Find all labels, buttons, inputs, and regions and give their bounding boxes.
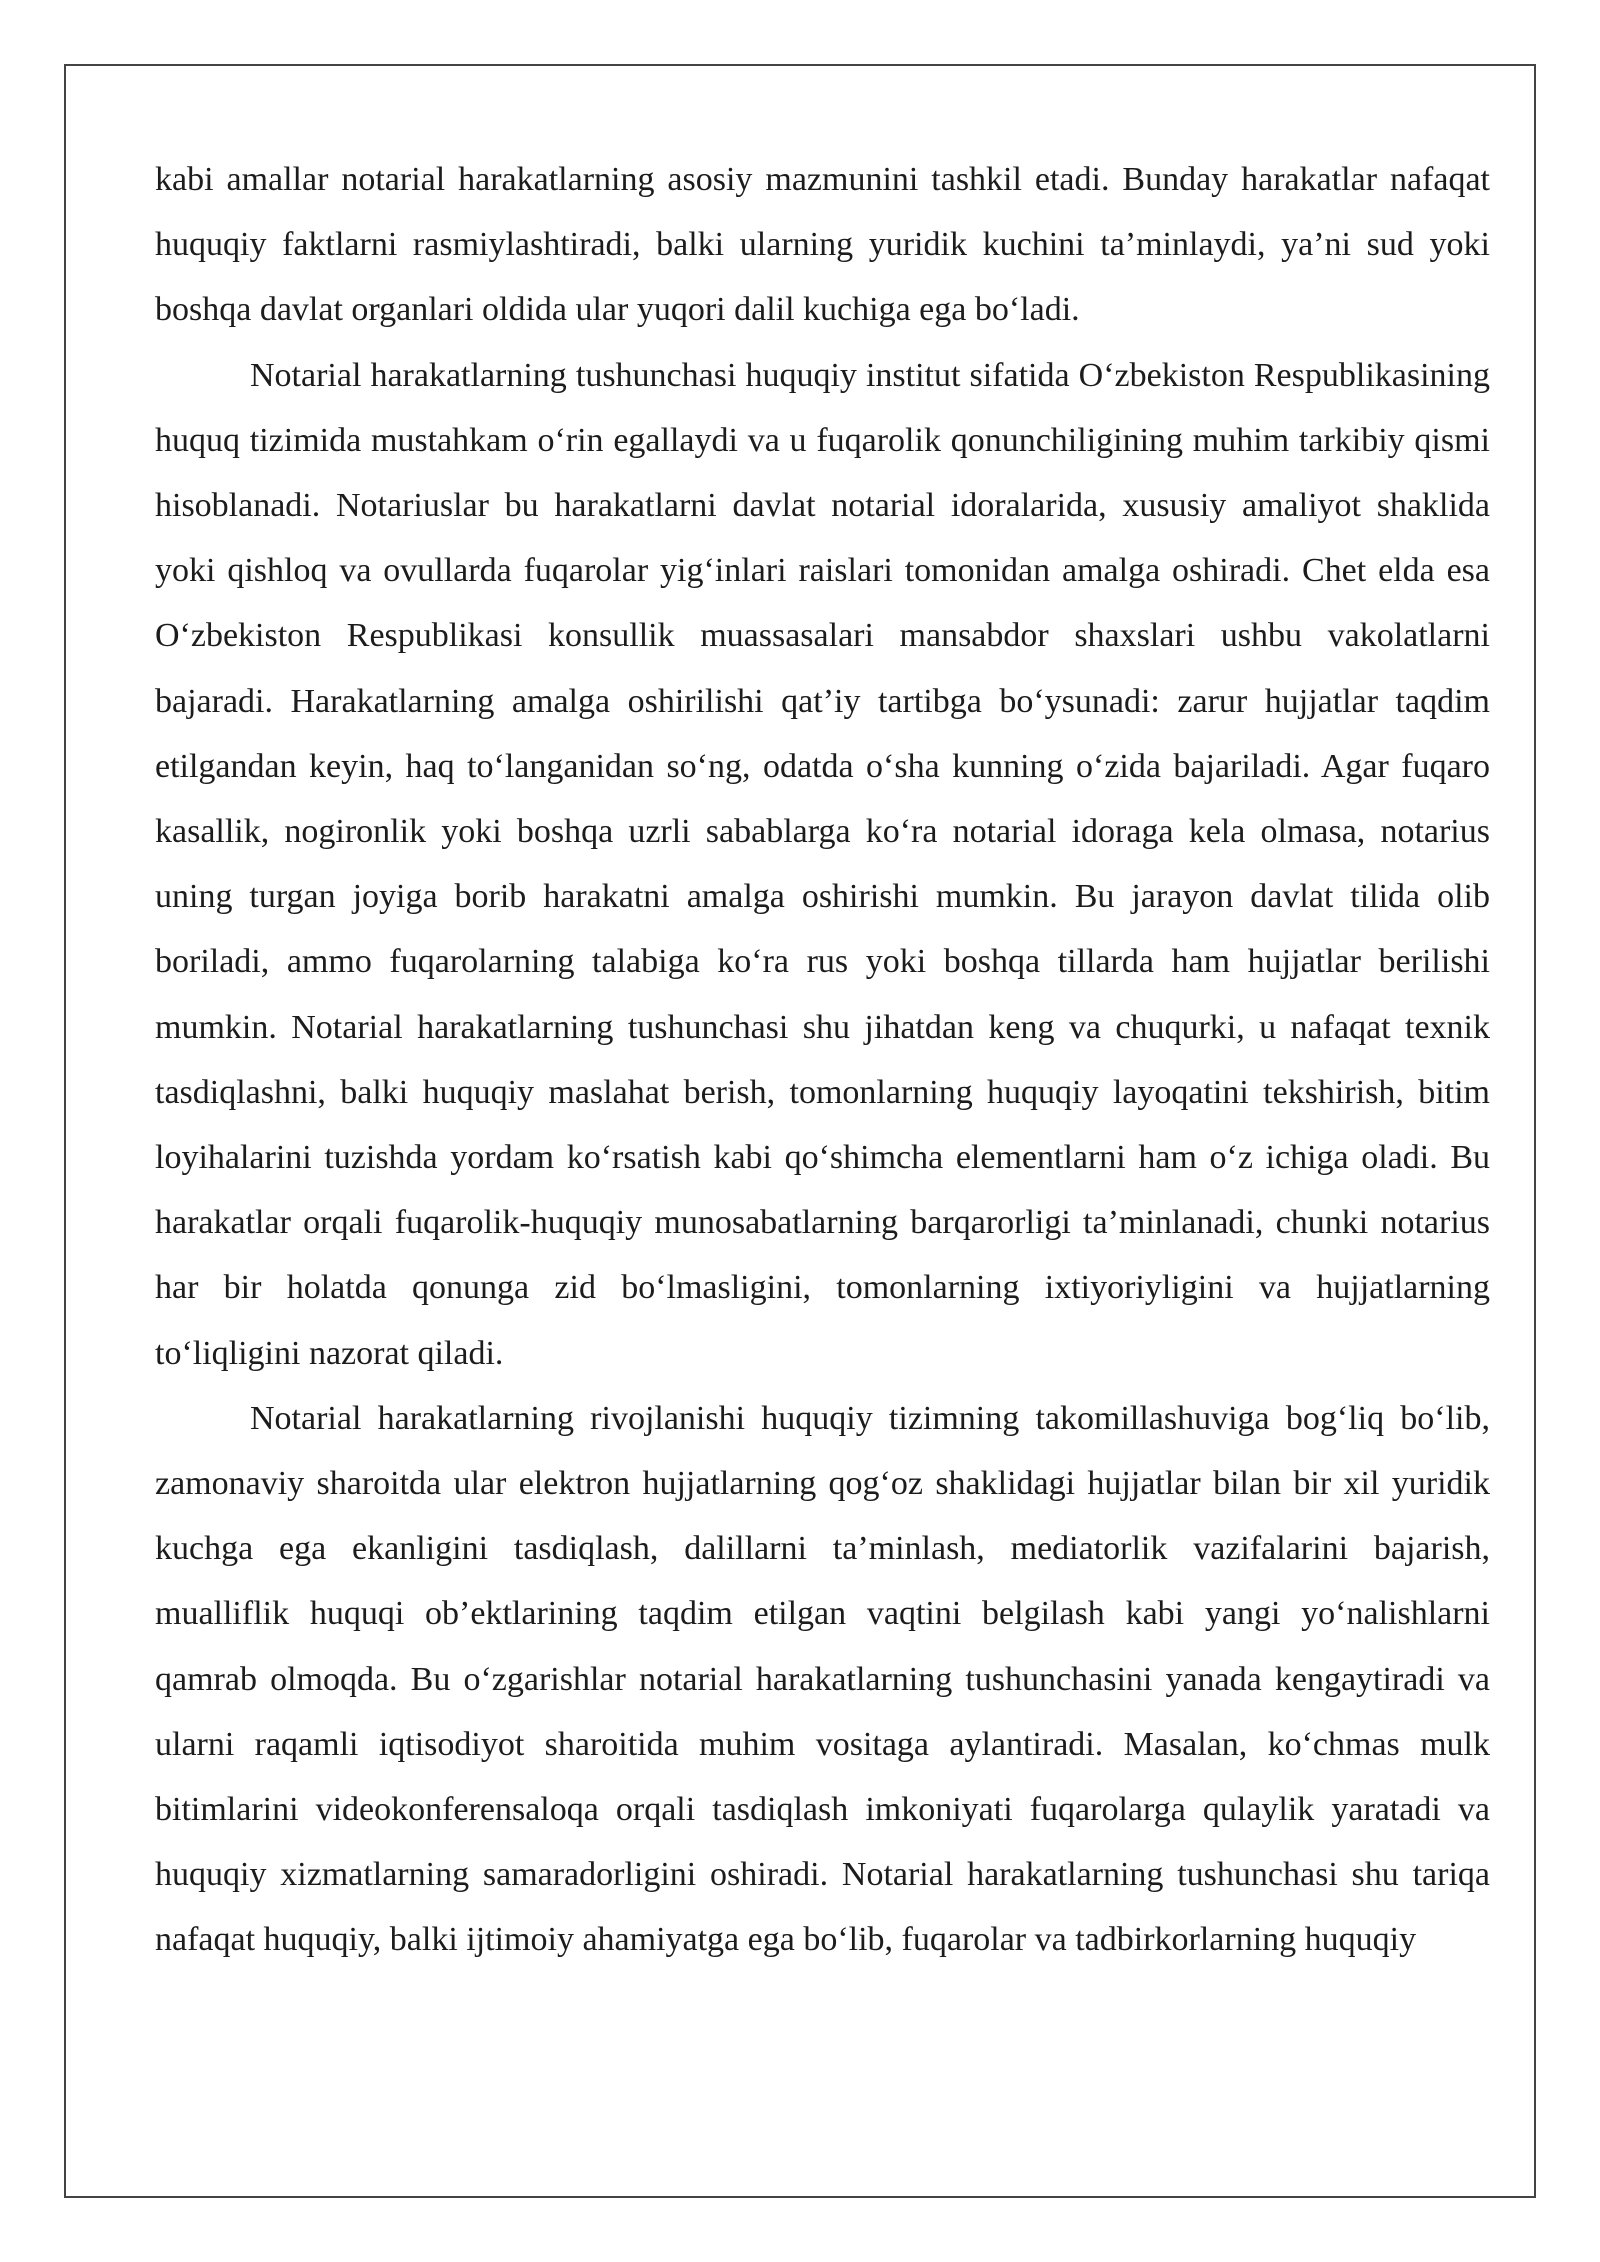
paragraph-1: kabi amallar notarial harakatlarning asosiy mazmunini tashkil etadi. Bunday harakatlar nafaqat huquqiy faktlarni rasmiylashtiradi, balki ularning yuridik kuchini ta’minlaydi, ya’ni sud yoki boshqa davlat organlari oldida ular yuqori dalil kuchiga ega boʻladi.	[155, 161, 1490, 329]
paragraph-2: Notarial harakatlarning tushunchasi huquqiy institut sifatida Oʻzbekiston Respublikasining huquq tizimida mustahkam oʻrin egallaydi va u fuqarolik qonunchiligining muhim tarkibiy qismi hisoblanadi. Notariuslar bu harakatlarni davlat notarial idoralarida, xususiy amaliyot shaklida yoki qishloq va ovullarda fuqarolar yigʻinlari raislari tomonidan amalga oshiradi. Chet elda esa Oʻzbekiston Respublikasi konsullik muassasalari mansabdor shaxslari ushbu vakolatlarni bajaradi. Harakatlarning amalga oshirilishi qat’iy tartibga boʻysunadi: zarur hujjatlar taqdim etilgandan keyin, haq toʻlanganidan soʻng, odatda oʻsha kunning oʻzida bajariladi. Agar fuqaro kasallik, nogironlik yoki boshqa uzrli sabablarga koʻra notarial idoraga kela olmasa, notarius uning turgan joyiga borib harakatni amalga oshirishi mumkin. Bu jarayon davlat tilida olib boriladi, ammo fuqarolarning talabiga koʻra rus yoki boshqa tillarda ham hujjatlar berilishi mumkin. Notarial harakatlarning tushunchasi shu jihatdan keng va chuqurki, u nafaqat texnik tasdiqlashni, balki huquqiy maslahat berish, tomonlarning huquqiy layoqatini tekshirish, bitim loyihalarini tuzishda yordam koʻrsatish kabi qoʻshimcha elementlarni ham oʻz ichiga oladi. Bu harakatlar orqali fuqarolik-huquqiy munosabatlarning barqarorligi ta’minlanadi, chunki notarius har bir holatda qonunga zid boʻlmasligini, tomonlarning ixtiyoriyligini va hujjatlarning toʻliqligini nazorat qiladi.	[155, 356, 1490, 1372]
paragraph-3: Notarial harakatlarning rivojlanishi huquqiy tizimning takomillashuviga bogʻliq boʻlib, zamonaviy sharoitda ular elektron hujjatlarning qogʻoz shaklidagi hujjatlar bilan bir xil yuridik kuchga ega ekanligini tasdiqlash, dalillarni ta’minlash, mediatorlik vazifalarini bajarish, mualliflik huquqi ob’ektlarining taqdim etilgan vaqtini belgilash kabi yangi yoʻnalishlarni qamrab olmoqda. Bu oʻzgarishlar notarial harakatlarning tushunchasini yanada kengaytiradi va ularni raqamli iqtisodiyot sharoitida muhim vositaga aylantiradi. Masalan, koʻchmas mulk bitimlarini videokonferensaloqa orqali tasdiqlash imkoniyati fuqarolarga qulaylik yaratadi va huquqiy xizmatlarning samaradorligini oshiradi. Notarial harakatlarning tushunchasi shu tariqa nafaqat huquqiy, balki ijtimoiy ahamiyatga ega boʻlib, fuqarolar va tadbirkorlarning huquqiy	[155, 1399, 1490, 1959]
document-body	[155, 147, 1490, 1973]
